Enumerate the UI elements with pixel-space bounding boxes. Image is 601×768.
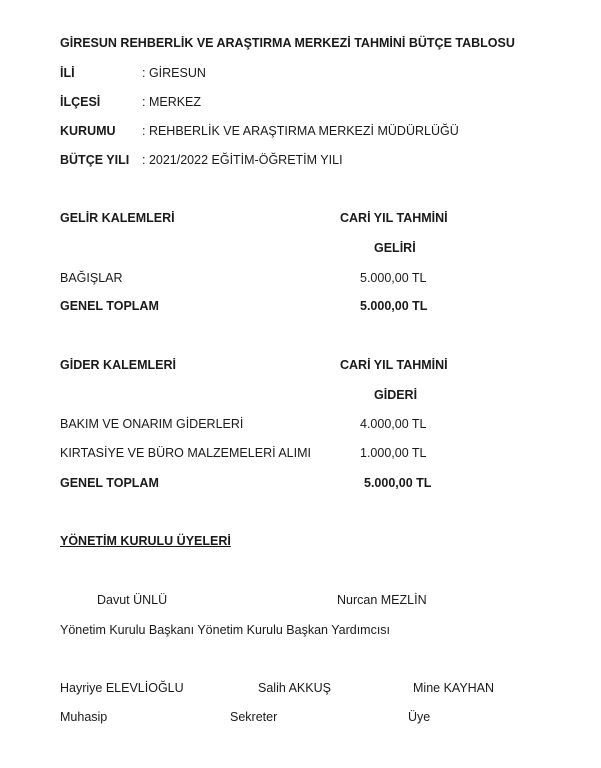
- document-title: GİRESUN REHBERLİK VE ARAŞTIRMA MERKEZİ TAHMİNİ BÜTÇE TABLOSU: [60, 36, 515, 50]
- income-header-right-line1: CARİ YIL TAHMİNİ: [340, 211, 448, 225]
- info-label-butce-yili: BÜTÇE YILI: [60, 153, 130, 167]
- income-total-amount: 5.000,00 TL: [360, 299, 428, 313]
- board-name-member: Mine KAYHAN: [413, 681, 495, 695]
- board-name-treasurer: Hayriye ELEVLİOĞLU: [60, 681, 184, 695]
- info-value-butce-yili: : 2021/2022 EĞİTİM-ÖĞRETİM YILI: [142, 153, 343, 167]
- board-name-secretary: Salih AKKUŞ: [258, 681, 331, 695]
- info-value-kurum: : REHBERLİK VE ARAŞTIRMA MERKEZİ MÜDÜRLÜĞÜ: [142, 124, 459, 138]
- expense-row-name: BAKIM VE ONARIM GİDERLERİ: [60, 417, 244, 431]
- board-name-vice-president: Nurcan MEZLİN: [337, 593, 427, 607]
- income-total-label: GENEL TOPLAM: [60, 299, 159, 313]
- board-role-treasurer: Muhasip: [60, 710, 108, 724]
- info-label-kurum: KURUMU: [60, 124, 116, 138]
- expense-total-label: GENEL TOPLAM: [60, 476, 159, 490]
- income-row-name: BAĞIŞLAR: [60, 271, 123, 285]
- expense-header-right-line1: CARİ YIL TAHMİNİ: [340, 358, 448, 372]
- expense-header-right-line2: GİDERİ: [374, 388, 418, 402]
- expense-total-amount: 5.000,00 TL: [364, 476, 432, 490]
- income-header-left: GELİR KALEMLERİ: [60, 211, 175, 225]
- income-row-amount: 5.000,00 TL: [360, 271, 427, 285]
- board-heading: YÖNETİM KURULU ÜYELERİ: [60, 534, 231, 548]
- info-label-ilce: İLÇESİ: [60, 95, 101, 109]
- expense-row-amount: 1.000,00 TL: [360, 446, 427, 460]
- expense-header-left: GİDER KALEMLERİ: [60, 358, 176, 372]
- board-roles-line1: Yönetim Kurulu Başkanı Yönetim Kurulu Başkan Yardımcısı: [60, 623, 391, 637]
- expense-row-amount: 4.000,00 TL: [360, 417, 427, 431]
- info-value-ilce: : MERKEZ: [142, 95, 202, 109]
- board-role-member: Üye: [408, 710, 431, 724]
- info-value-il: : GİRESUN: [142, 66, 206, 80]
- board-name-president: Davut ÜNLÜ: [97, 593, 168, 607]
- info-label-il: İLİ: [60, 66, 75, 80]
- board-role-secretary: Sekreter: [230, 710, 278, 724]
- income-header-right-line2: GELİRİ: [374, 241, 416, 255]
- expense-row-name: KIRTASİYE VE BÜRO MALZEMELERİ ALIMI: [60, 446, 311, 460]
